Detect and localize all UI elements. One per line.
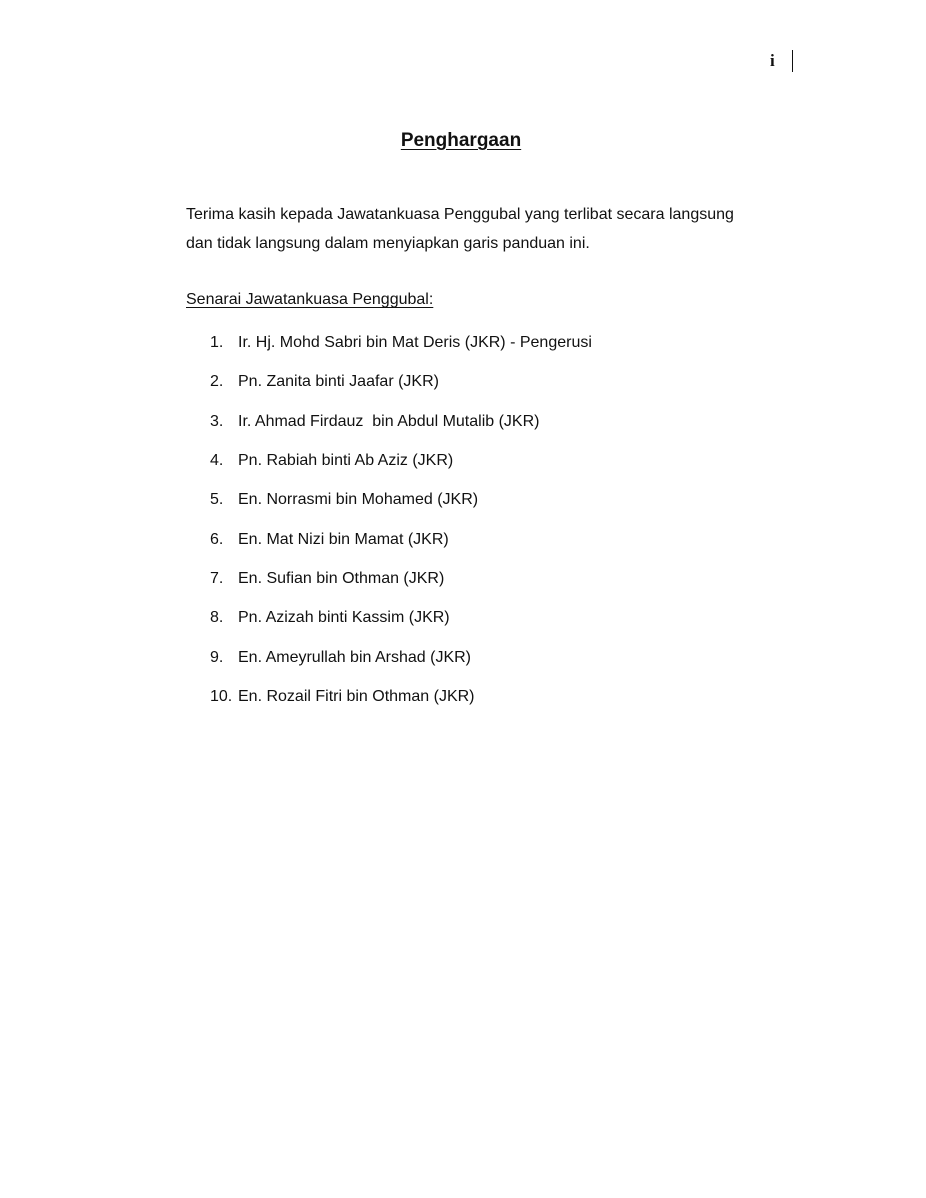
list-item-name: Pn. Rabiah binti Ab Aziz (JKR) [238, 452, 454, 470]
list-item-number: 1. [210, 334, 224, 351]
list-item-name: Pn. Azizah binti Kassim (JKR) [238, 609, 450, 627]
list-item-number: 3. [210, 412, 224, 430]
committee-member-list [210, 332, 592, 725]
list-item [210, 411, 592, 450]
page-number-rule [792, 50, 793, 72]
intro-line-2: dan tidak langsung dalam menyiapkan garis panduan ini. [186, 235, 590, 252]
page-title: Penghargaan [400, 130, 522, 151]
intro-line-1: Terima kasih kepada Jawatankuasa Penggubal yang terlibat secara langsung [186, 206, 734, 223]
list-item-name: En. Rozail Fitri bin Othman (JKR) [238, 688, 475, 706]
list-item [210, 450, 592, 489]
list-item-name: Ir. Hj. Mohd Sabri bin Mat Deris (JKR) - Pengerusi [238, 334, 592, 351]
list-item [210, 371, 592, 410]
list-item-number: 5. [210, 491, 224, 509]
list-item-name: En. Sufian bin Othman (JKR) [238, 570, 445, 588]
list-item [210, 647, 592, 686]
list-item-number: 4. [210, 452, 224, 470]
list-item [210, 529, 592, 568]
list-item [210, 568, 592, 607]
list-item-number: 10. [210, 688, 233, 706]
list-item-number: 7. [210, 570, 224, 588]
list-item-name: Pn. Zanita binti Jaafar (JKR) [238, 373, 439, 391]
list-item-name: En. Norrasmi bin Mohamed (JKR) [238, 491, 479, 509]
list-item-number: 8. [210, 609, 224, 627]
list-item [210, 607, 592, 646]
list-item-number: 6. [210, 530, 224, 548]
intro-paragraph [186, 200, 786, 258]
list-item-name: En. Mat Nizi bin Mamat (JKR) [238, 530, 449, 548]
committee-heading: Senarai Jawatankuasa Penggubal: [186, 291, 434, 308]
list-item [210, 489, 592, 528]
list-item-name: Ir. Ahmad Firdauz bin Abdul Mutalib (JKR) [238, 412, 540, 430]
page-number: i [770, 51, 775, 70]
list-item-number: 9. [210, 648, 224, 666]
list-item [210, 686, 592, 725]
list-item [210, 332, 592, 371]
list-item-name: En. Ameyrullah bin Arshad (JKR) [238, 648, 471, 666]
list-item-number: 2. [210, 373, 224, 391]
